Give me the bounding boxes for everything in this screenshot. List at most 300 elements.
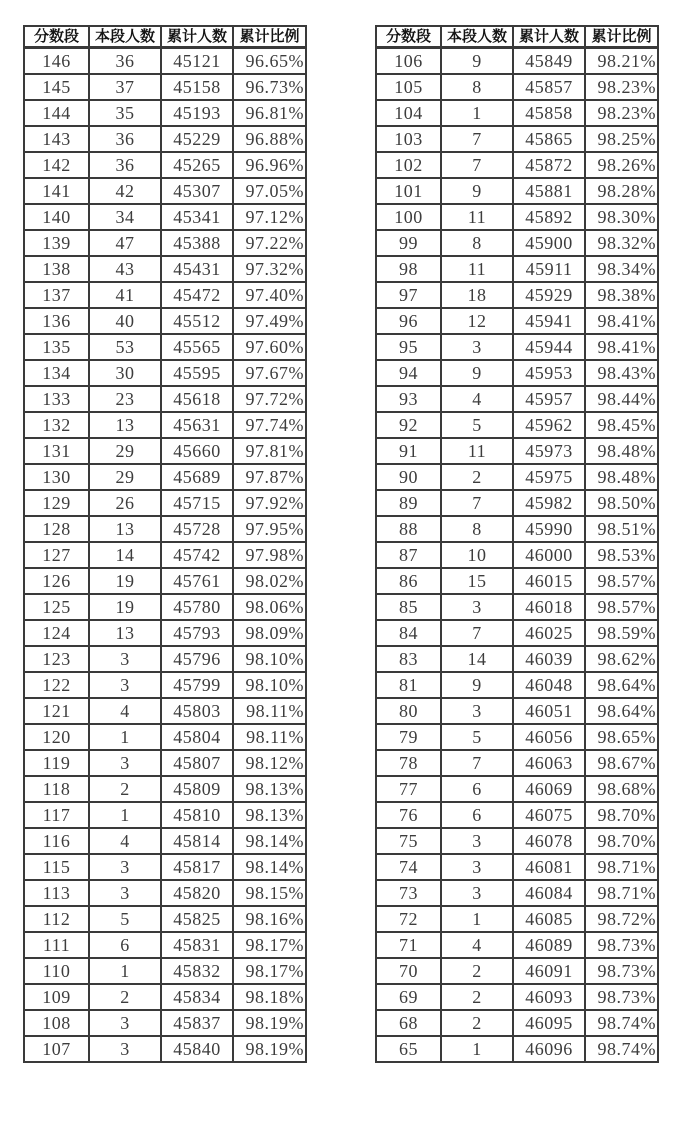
cumulative-percent-cell: 97.81% (233, 438, 306, 464)
band-count-cell: 11 (441, 438, 513, 464)
table-row (24, 932, 306, 958)
band-count-cell: 26 (89, 490, 161, 516)
score-band-cell: 134 (24, 360, 89, 386)
cumulative-percent-cell: 98.32% (585, 230, 658, 256)
header-score-band: 分数段 (376, 26, 441, 48)
cumulative-percent-cell: 97.60% (233, 334, 306, 360)
cumulative-count-cell: 45840 (161, 1036, 233, 1062)
band-count-cell: 3 (441, 880, 513, 906)
band-count-cell: 5 (89, 906, 161, 932)
cumulative-count-cell: 46085 (513, 906, 585, 932)
band-count-cell: 6 (89, 932, 161, 958)
table-row (376, 152, 658, 178)
cumulative-count-cell: 45857 (513, 74, 585, 100)
score-band-cell: 84 (376, 620, 441, 646)
band-count-cell: 9 (441, 178, 513, 204)
cumulative-percent-cell: 98.71% (585, 854, 658, 880)
band-count-cell: 3 (441, 334, 513, 360)
table-row (24, 672, 306, 698)
band-count-cell: 14 (89, 542, 161, 568)
cumulative-percent-cell: 98.68% (585, 776, 658, 802)
cumulative-count-cell: 45799 (161, 672, 233, 698)
band-count-cell: 3 (441, 828, 513, 854)
cumulative-percent-cell: 96.65% (233, 48, 306, 75)
band-count-cell: 5 (441, 724, 513, 750)
score-band-cell: 87 (376, 542, 441, 568)
table-row (24, 1036, 306, 1062)
cumulative-count-cell: 45911 (513, 256, 585, 282)
cumulative-percent-cell: 97.40% (233, 282, 306, 308)
score-band-cell: 113 (24, 880, 89, 906)
cumulative-percent-cell: 98.17% (233, 932, 306, 958)
cumulative-count-cell: 46056 (513, 724, 585, 750)
cumulative-percent-cell: 98.30% (585, 204, 658, 230)
score-band-cell: 136 (24, 308, 89, 334)
cumulative-count-cell: 45990 (513, 516, 585, 542)
table-row (24, 490, 306, 516)
cumulative-count-cell: 45865 (513, 126, 585, 152)
cumulative-count-cell: 45689 (161, 464, 233, 490)
score-band-cell: 139 (24, 230, 89, 256)
table-row (24, 256, 306, 282)
table-row (24, 568, 306, 594)
cumulative-count-cell: 45858 (513, 100, 585, 126)
table-row (376, 620, 658, 646)
cumulative-count-cell: 45388 (161, 230, 233, 256)
cumulative-count-cell: 45953 (513, 360, 585, 386)
band-count-cell: 11 (441, 204, 513, 230)
cumulative-count-cell: 46084 (513, 880, 585, 906)
band-count-cell: 3 (89, 854, 161, 880)
cumulative-count-cell: 46081 (513, 854, 585, 880)
cumulative-count-cell: 46089 (513, 932, 585, 958)
cumulative-percent-cell: 98.59% (585, 620, 658, 646)
cumulative-count-cell: 45565 (161, 334, 233, 360)
cumulative-count-cell: 45973 (513, 438, 585, 464)
table-row (24, 880, 306, 906)
cumulative-count-cell: 45962 (513, 412, 585, 438)
band-count-cell: 9 (441, 360, 513, 386)
table-row (376, 464, 658, 490)
band-count-cell: 4 (441, 386, 513, 412)
cumulative-percent-cell: 98.65% (585, 724, 658, 750)
cumulative-percent-cell: 98.70% (585, 828, 658, 854)
score-band-cell: 75 (376, 828, 441, 854)
table-row (376, 828, 658, 854)
table-row (24, 386, 306, 412)
table-row (376, 412, 658, 438)
score-band-cell: 126 (24, 568, 89, 594)
header-band-count: 本段人数 (89, 26, 161, 48)
table-row (24, 906, 306, 932)
score-band-cell: 115 (24, 854, 89, 880)
band-count-cell: 19 (89, 568, 161, 594)
score-band-cell: 77 (376, 776, 441, 802)
score-band-cell: 132 (24, 412, 89, 438)
score-band-cell: 83 (376, 646, 441, 672)
table-row (376, 334, 658, 360)
cumulative-percent-cell: 98.23% (585, 74, 658, 100)
score-band-cell: 122 (24, 672, 89, 698)
cumulative-percent-cell: 97.12% (233, 204, 306, 230)
cumulative-count-cell: 45796 (161, 646, 233, 672)
band-count-cell: 3 (89, 1036, 161, 1062)
score-band-cell: 131 (24, 438, 89, 464)
table-row (24, 958, 306, 984)
band-count-cell: 47 (89, 230, 161, 256)
cumulative-count-cell: 45307 (161, 178, 233, 204)
table-body-left (24, 48, 306, 1063)
band-count-cell: 3 (441, 698, 513, 724)
score-band-cell: 95 (376, 334, 441, 360)
cumulative-percent-cell: 98.16% (233, 906, 306, 932)
header-cumulative-count: 累计人数 (513, 26, 585, 48)
cumulative-percent-cell: 98.74% (585, 1010, 658, 1036)
band-count-cell: 3 (89, 750, 161, 776)
band-count-cell: 9 (441, 48, 513, 75)
cumulative-percent-cell: 96.73% (233, 74, 306, 100)
table-row (376, 542, 658, 568)
band-count-cell: 13 (89, 412, 161, 438)
cumulative-percent-cell: 97.92% (233, 490, 306, 516)
band-count-cell: 1 (89, 958, 161, 984)
band-count-cell: 3 (89, 672, 161, 698)
score-band-cell: 133 (24, 386, 89, 412)
band-count-cell: 1 (441, 1036, 513, 1062)
cumulative-count-cell: 45595 (161, 360, 233, 386)
band-count-cell: 13 (89, 516, 161, 542)
table-row (376, 438, 658, 464)
band-count-cell: 14 (441, 646, 513, 672)
cumulative-percent-cell: 98.41% (585, 334, 658, 360)
table-row (24, 308, 306, 334)
cumulative-count-cell: 45849 (513, 48, 585, 75)
cumulative-count-cell: 45957 (513, 386, 585, 412)
cumulative-count-cell: 45804 (161, 724, 233, 750)
cumulative-count-cell: 45793 (161, 620, 233, 646)
score-band-cell: 80 (376, 698, 441, 724)
cumulative-count-cell: 46063 (513, 750, 585, 776)
band-count-cell: 12 (441, 308, 513, 334)
cumulative-count-cell: 45803 (161, 698, 233, 724)
cumulative-percent-cell: 98.57% (585, 568, 658, 594)
band-count-cell: 3 (89, 1010, 161, 1036)
score-band-cell: 72 (376, 906, 441, 932)
band-count-cell: 6 (441, 776, 513, 802)
cumulative-count-cell: 45941 (513, 308, 585, 334)
table-body-right (376, 48, 658, 1063)
score-band-cell: 86 (376, 568, 441, 594)
cumulative-percent-cell: 98.21% (585, 48, 658, 75)
cumulative-count-cell: 46093 (513, 984, 585, 1010)
score-band-cell: 121 (24, 698, 89, 724)
score-band-cell: 137 (24, 282, 89, 308)
score-band-cell: 85 (376, 594, 441, 620)
header-cumulative-count: 累计人数 (161, 26, 233, 48)
score-band-cell: 135 (24, 334, 89, 360)
cumulative-percent-cell: 98.44% (585, 386, 658, 412)
band-count-cell: 8 (441, 74, 513, 100)
table-row (376, 1010, 658, 1036)
cumulative-percent-cell: 98.43% (585, 360, 658, 386)
cumulative-count-cell: 46091 (513, 958, 585, 984)
cumulative-percent-cell: 98.13% (233, 802, 306, 828)
table-row (376, 568, 658, 594)
band-count-cell: 1 (441, 906, 513, 932)
table-row (24, 594, 306, 620)
table-row (24, 334, 306, 360)
cumulative-percent-cell: 98.19% (233, 1036, 306, 1062)
cumulative-count-cell: 45728 (161, 516, 233, 542)
cumulative-count-cell: 46039 (513, 646, 585, 672)
table-row (24, 854, 306, 880)
table-row (376, 750, 658, 776)
table-row (376, 204, 658, 230)
cumulative-percent-cell: 98.26% (585, 152, 658, 178)
band-count-cell: 2 (89, 984, 161, 1010)
score-band-cell: 78 (376, 750, 441, 776)
table-row (24, 152, 306, 178)
cumulative-percent-cell: 98.64% (585, 698, 658, 724)
score-band-cell: 68 (376, 1010, 441, 1036)
table-row (376, 906, 658, 932)
score-band-cell: 128 (24, 516, 89, 542)
band-count-cell: 3 (89, 880, 161, 906)
table-row (24, 802, 306, 828)
cumulative-percent-cell: 98.06% (233, 594, 306, 620)
table-row (24, 74, 306, 100)
band-count-cell: 3 (441, 594, 513, 620)
cumulative-count-cell: 46048 (513, 672, 585, 698)
cumulative-count-cell: 45512 (161, 308, 233, 334)
table-row (376, 1036, 658, 1062)
cumulative-count-cell: 46015 (513, 568, 585, 594)
band-count-cell: 1 (89, 802, 161, 828)
cumulative-percent-cell: 96.88% (233, 126, 306, 152)
cumulative-count-cell: 45193 (161, 100, 233, 126)
table-row (376, 256, 658, 282)
table-row (24, 230, 306, 256)
band-count-cell: 36 (89, 126, 161, 152)
table-row (24, 204, 306, 230)
table-row (24, 724, 306, 750)
band-count-cell: 7 (441, 620, 513, 646)
band-count-cell: 13 (89, 620, 161, 646)
cumulative-percent-cell: 98.13% (233, 776, 306, 802)
cumulative-percent-cell: 98.50% (585, 490, 658, 516)
score-band-cell: 108 (24, 1010, 89, 1036)
band-count-cell: 3 (89, 646, 161, 672)
table-row (376, 516, 658, 542)
table-row (24, 750, 306, 776)
score-band-cell: 106 (376, 48, 441, 75)
cumulative-count-cell: 45872 (513, 152, 585, 178)
cumulative-percent-cell: 98.34% (585, 256, 658, 282)
cumulative-count-cell: 45715 (161, 490, 233, 516)
cumulative-count-cell: 46075 (513, 802, 585, 828)
table-row (376, 802, 658, 828)
cumulative-count-cell: 46069 (513, 776, 585, 802)
cumulative-count-cell: 45831 (161, 932, 233, 958)
table-row (376, 126, 658, 152)
cumulative-percent-cell: 96.81% (233, 100, 306, 126)
table-row (24, 984, 306, 1010)
cumulative-count-cell: 45834 (161, 984, 233, 1010)
cumulative-count-cell: 45158 (161, 74, 233, 100)
band-count-cell: 18 (441, 282, 513, 308)
cumulative-percent-cell: 98.71% (585, 880, 658, 906)
cumulative-count-cell: 45825 (161, 906, 233, 932)
cumulative-count-cell: 45229 (161, 126, 233, 152)
cumulative-count-cell: 45742 (161, 542, 233, 568)
cumulative-count-cell: 45892 (513, 204, 585, 230)
score-band-cell: 138 (24, 256, 89, 282)
table-row (376, 308, 658, 334)
band-count-cell: 8 (441, 230, 513, 256)
table-row (24, 412, 306, 438)
table-row (24, 100, 306, 126)
cumulative-count-cell: 45618 (161, 386, 233, 412)
cumulative-percent-cell: 96.96% (233, 152, 306, 178)
score-band-cell: 105 (376, 74, 441, 100)
cumulative-percent-cell: 98.19% (233, 1010, 306, 1036)
band-count-cell: 8 (441, 516, 513, 542)
band-count-cell: 10 (441, 542, 513, 568)
cumulative-percent-cell: 98.38% (585, 282, 658, 308)
cumulative-percent-cell: 97.49% (233, 308, 306, 334)
cumulative-count-cell: 45814 (161, 828, 233, 854)
cumulative-count-cell: 45929 (513, 282, 585, 308)
score-band-cell: 124 (24, 620, 89, 646)
cumulative-count-cell: 45809 (161, 776, 233, 802)
cumulative-percent-cell: 98.73% (585, 932, 658, 958)
band-count-cell: 2 (441, 958, 513, 984)
band-count-cell: 29 (89, 438, 161, 464)
cumulative-percent-cell: 98.57% (585, 594, 658, 620)
score-band-cell: 125 (24, 594, 89, 620)
table-row (24, 48, 306, 75)
score-band-cell: 101 (376, 178, 441, 204)
band-count-cell: 23 (89, 386, 161, 412)
band-count-cell: 19 (89, 594, 161, 620)
cumulative-count-cell: 45431 (161, 256, 233, 282)
score-band-cell: 73 (376, 880, 441, 906)
table-row (376, 178, 658, 204)
band-count-cell: 4 (89, 828, 161, 854)
header-band-count: 本段人数 (441, 26, 513, 48)
table-row (24, 698, 306, 724)
score-band-cell: 146 (24, 48, 89, 75)
score-band-cell: 110 (24, 958, 89, 984)
score-band-cell: 91 (376, 438, 441, 464)
band-count-cell: 2 (441, 1010, 513, 1036)
table-row (376, 230, 658, 256)
cumulative-percent-cell: 98.72% (585, 906, 658, 932)
score-band-cell: 145 (24, 74, 89, 100)
band-count-cell: 1 (89, 724, 161, 750)
cumulative-percent-cell: 98.73% (585, 984, 658, 1010)
cumulative-percent-cell: 98.15% (233, 880, 306, 906)
cumulative-percent-cell: 98.64% (585, 672, 658, 698)
cumulative-percent-cell: 98.10% (233, 672, 306, 698)
cumulative-count-cell: 45807 (161, 750, 233, 776)
header-score-band: 分数段 (24, 26, 89, 48)
band-count-cell: 15 (441, 568, 513, 594)
header-cumulative-percent: 累计比例 (233, 26, 306, 48)
score-table-left (23, 25, 307, 1063)
band-count-cell: 37 (89, 74, 161, 100)
cumulative-percent-cell: 98.67% (585, 750, 658, 776)
score-band-cell: 107 (24, 1036, 89, 1062)
score-band-cell: 79 (376, 724, 441, 750)
band-count-cell: 43 (89, 256, 161, 282)
score-band-cell: 117 (24, 802, 89, 828)
cumulative-count-cell: 45944 (513, 334, 585, 360)
score-band-cell: 92 (376, 412, 441, 438)
table-row (376, 490, 658, 516)
band-count-cell: 41 (89, 282, 161, 308)
score-band-cell: 120 (24, 724, 89, 750)
cumulative-percent-cell: 98.14% (233, 828, 306, 854)
table-row (24, 516, 306, 542)
score-band-cell: 129 (24, 490, 89, 516)
cumulative-count-cell: 45472 (161, 282, 233, 308)
score-band-cell: 103 (376, 126, 441, 152)
cumulative-percent-cell: 97.67% (233, 360, 306, 386)
band-count-cell: 2 (441, 464, 513, 490)
cumulative-count-cell: 46096 (513, 1036, 585, 1062)
cumulative-percent-cell: 97.98% (233, 542, 306, 568)
cumulative-count-cell: 45832 (161, 958, 233, 984)
cumulative-percent-cell: 98.53% (585, 542, 658, 568)
band-count-cell: 2 (89, 776, 161, 802)
cumulative-count-cell: 45881 (513, 178, 585, 204)
score-band-cell: 93 (376, 386, 441, 412)
band-count-cell: 40 (89, 308, 161, 334)
score-band-cell: 141 (24, 178, 89, 204)
table-row (376, 100, 658, 126)
cumulative-percent-cell: 98.11% (233, 724, 306, 750)
score-band-cell: 89 (376, 490, 441, 516)
table-row (376, 74, 658, 100)
score-band-cell: 81 (376, 672, 441, 698)
cumulative-percent-cell: 98.70% (585, 802, 658, 828)
score-band-cell: 99 (376, 230, 441, 256)
score-band-cell: 127 (24, 542, 89, 568)
cumulative-count-cell: 45761 (161, 568, 233, 594)
table-row (24, 178, 306, 204)
cumulative-count-cell: 45975 (513, 464, 585, 490)
table-row (376, 360, 658, 386)
cumulative-count-cell: 45810 (161, 802, 233, 828)
cumulative-count-cell: 45900 (513, 230, 585, 256)
cumulative-count-cell: 45341 (161, 204, 233, 230)
cumulative-percent-cell: 98.25% (585, 126, 658, 152)
table-row (376, 594, 658, 620)
cumulative-count-cell: 45121 (161, 48, 233, 75)
score-band-cell: 112 (24, 906, 89, 932)
score-band-cell: 142 (24, 152, 89, 178)
cumulative-percent-cell: 98.48% (585, 438, 658, 464)
table-row (376, 958, 658, 984)
table-row (376, 880, 658, 906)
cumulative-count-cell: 45780 (161, 594, 233, 620)
band-count-cell: 7 (441, 490, 513, 516)
score-band-cell: 65 (376, 1036, 441, 1062)
table-row (376, 646, 658, 672)
table-row (24, 620, 306, 646)
cumulative-percent-cell: 98.74% (585, 1036, 658, 1062)
